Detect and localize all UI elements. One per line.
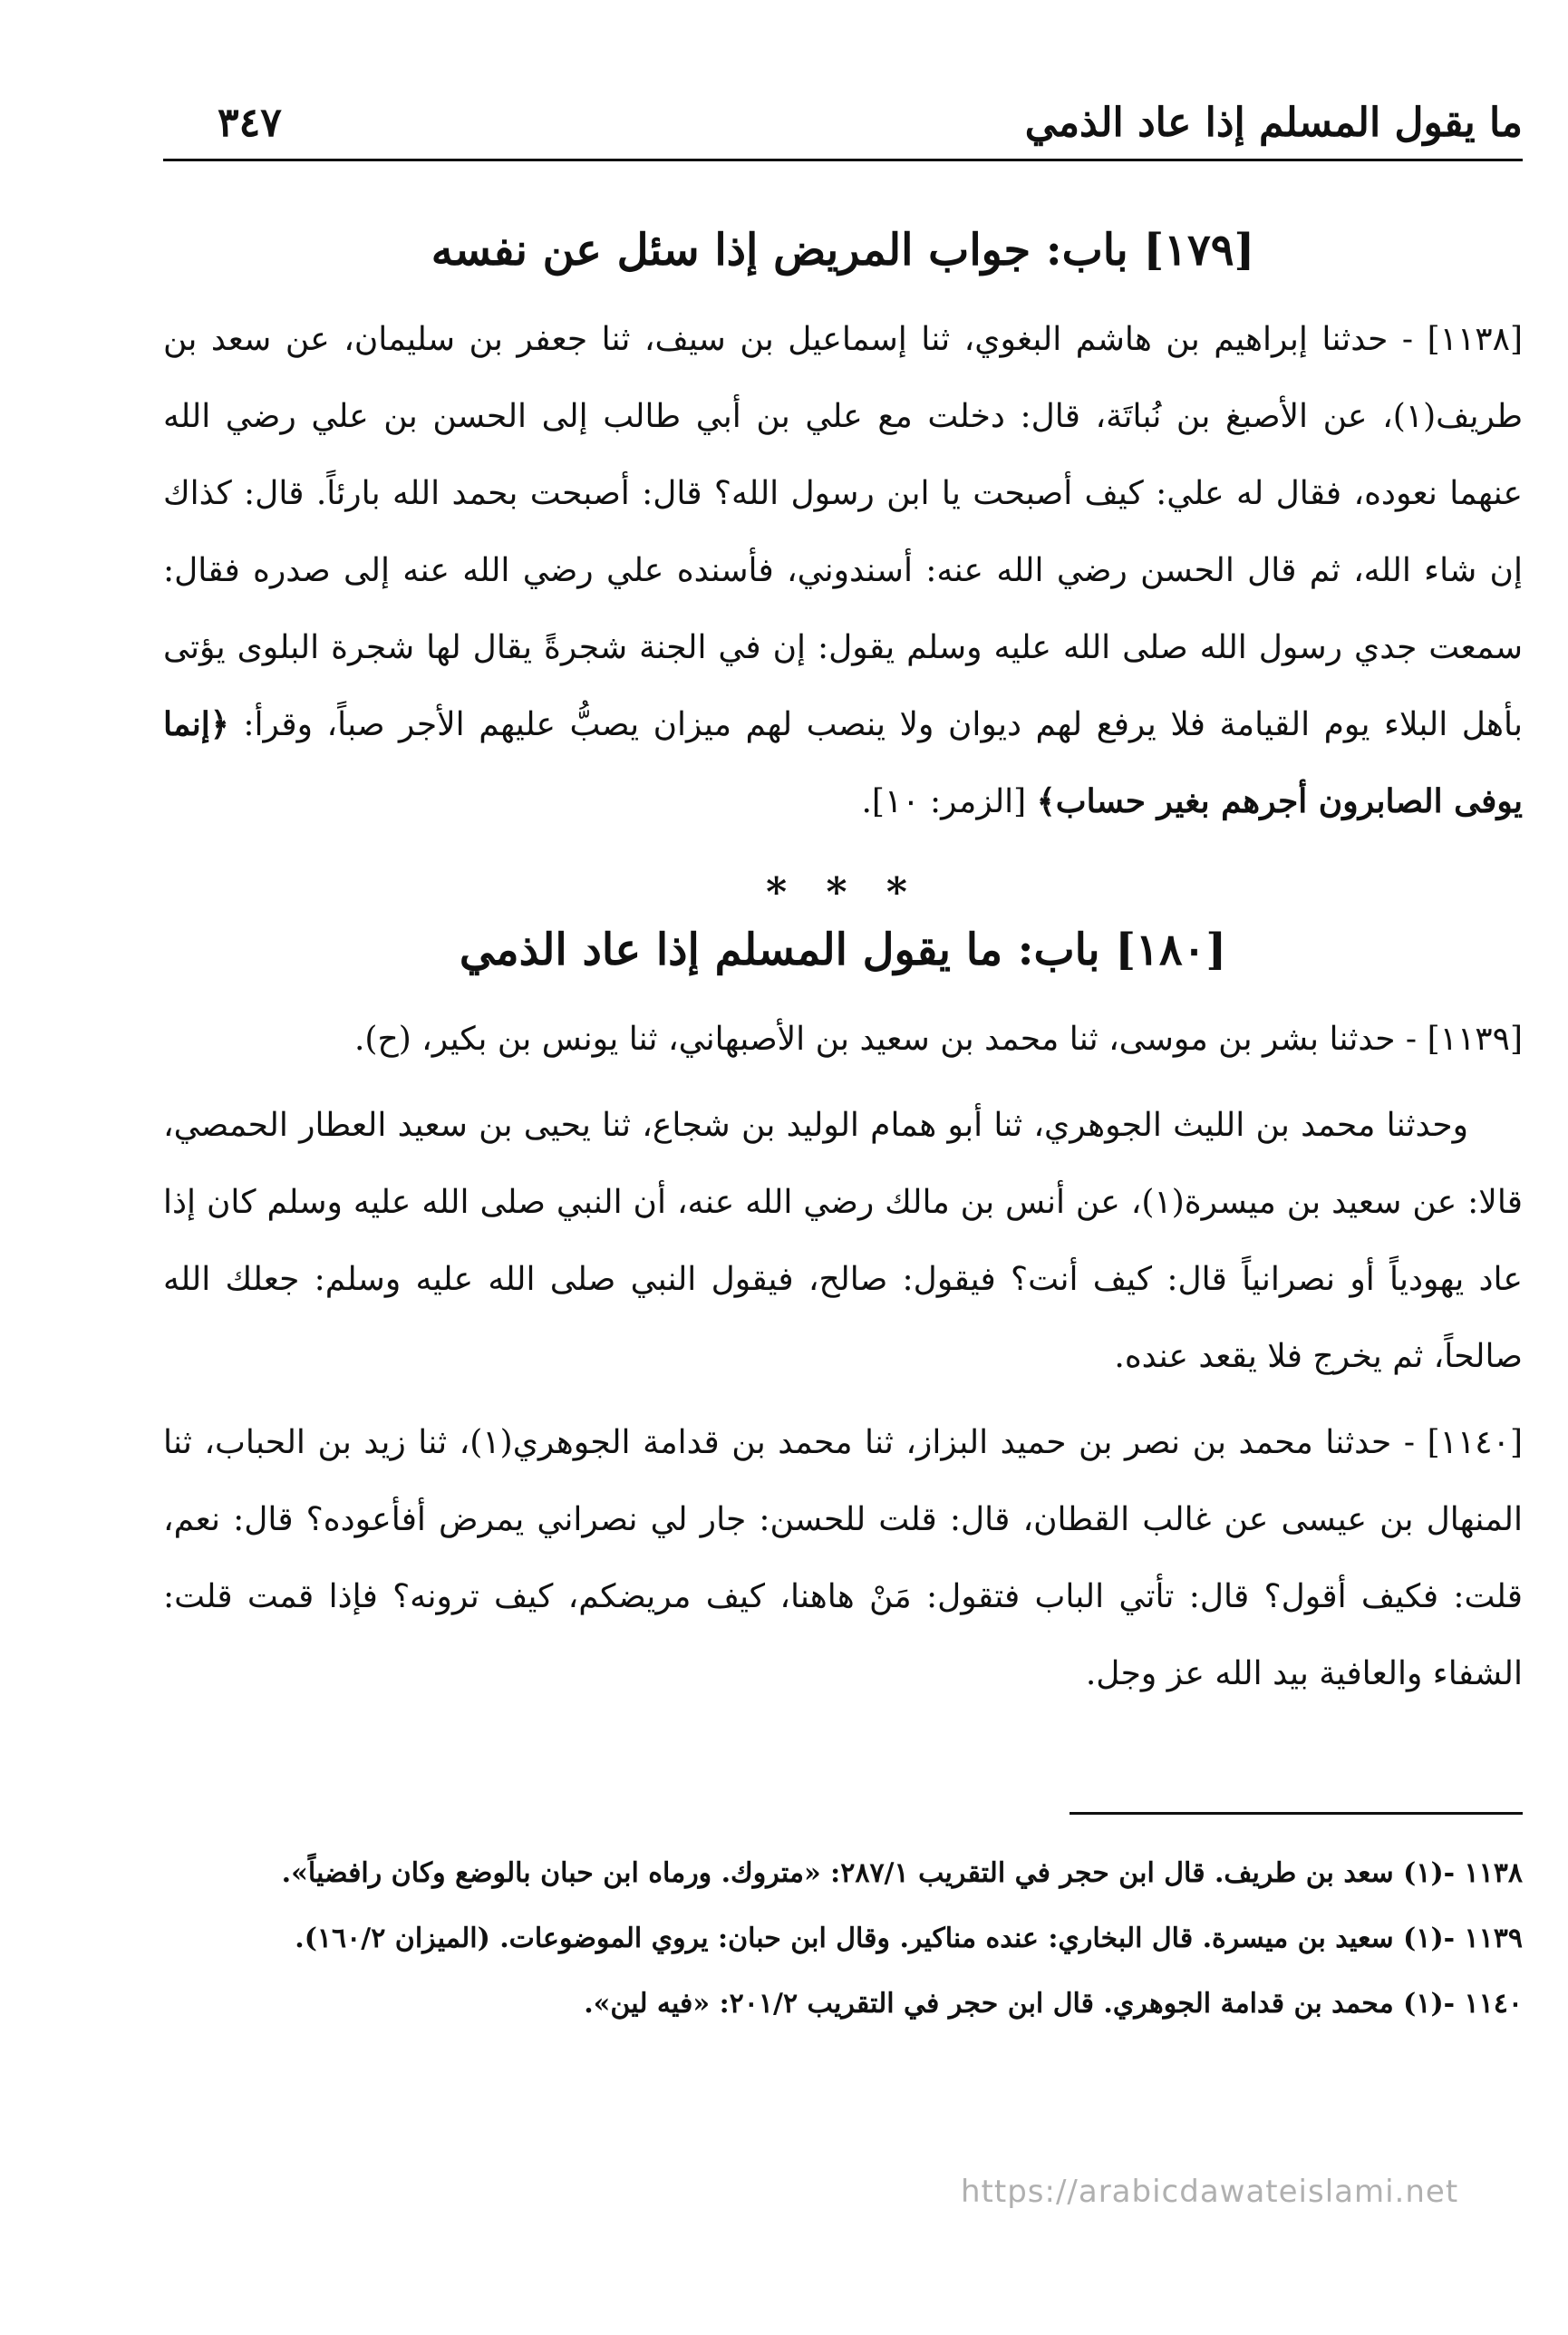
hadith-number: [١١٤٠] bbox=[1427, 1424, 1523, 1461]
watermark: https://arabicdawateislami.net bbox=[961, 2174, 1459, 2210]
hadith-text: - حدثنا إبراهيم بن هاشم البغوي، ثنا إسماعيل بن سيف، ثنا جعفر بن سليمان، عن سعد بن طريف(١)، عن الأصبغ بن نُباتَة، قال: دخلت مع علي بن أبي طالب إلى الحسن بن علي رضي الله عنهما نعوده، فقال له علي: كيف أصبحت يا ابن رسول الله؟ قال: أصبحت بحمد الله بارئاً. قال: كذاك إن شاء الله، ثم قال الحسن رضي الله عنه: أسندوني، فأسنده علي رضي الله عنه إلى صدره فقال: سمعت جدي رسول الله صلى الله عليه وسلم يقول: إن في الجنة شجرةً يقال لها شجرة البلوى يؤتى بأهل البلاء يوم القيامة فلا يرفع لهم ديوان ولا ينصب لهم ميزان يصبُّ عليهم الأجر صباً، وقرأ: bbox=[163, 321, 1524, 743]
hadith-number: [١١٣٨] bbox=[1427, 321, 1523, 358]
running-title: ما يقول المسلم إذا عاد الذمي bbox=[1024, 100, 1523, 146]
hadith-1139 bbox=[163, 1001, 1523, 1078]
quran-reference: [الزمر: ١٠]. bbox=[861, 783, 1027, 820]
book-page bbox=[163, 100, 1523, 2041]
hadith-1138 bbox=[163, 301, 1523, 840]
running-header bbox=[163, 100, 1523, 161]
page-number: ٣٤٧ bbox=[218, 100, 282, 146]
footnote: ١١٤٠ -(١) محمد بن قدامة الجوهري. قال ابن حجر في التقريب ٢٠١/٢: «فيه لين». bbox=[584, 1988, 1523, 2020]
footnote: ١١٣٨ -(١) سعد بن طريف. قال ابن حجر في التقريب ٢٨٧/١: «متروك. ورماه ابن حبان بالوضع وكان رافضياً». bbox=[281, 1857, 1523, 1889]
hadith-1140 bbox=[163, 1404, 1523, 1712]
chapter-heading-179: [١٧٩] باب: جواب المريض إذا سئل عن نفسه bbox=[431, 225, 1255, 276]
chapter-heading-180: [١٨٠] باب: ما يقول المسلم إذا عاد الذمي bbox=[459, 925, 1227, 975]
footnote: ١١٣٩ -(١) سعيد بن ميسرة. قال البخاري: عنده مناكير. وقال ابن حبان: يروي الموضوعات. (الميزان ١٦٠/٢). bbox=[295, 1923, 1523, 1954]
hadith-1139-continuation: وحدثنا محمد بن الليث الجوهري، ثنا أبو همام الوليد بن شجاع، ثنا يحيى بن سعيد العطار الحمصي، قالا: عن سعيد بن ميسرة(١)، عن أنس بن مالك رضي الله عنه، أن النبي صلى الله عليه وسلم كان إذا عاد يهودياً أو نصرانياً قال: كيف أنت؟ فيقول: صالح، فيقول النبي صلى الله عليه وسلم: جعلك الله صالحاً، ثم يخرج فلا يقعد عنده. bbox=[163, 1107, 1523, 1375]
footnote-rule bbox=[1070, 1812, 1523, 1815]
hadith-text: - حدثنا محمد بن نصر بن حميد البزاز، ثنا محمد بن قدامة الجوهري(١)، ثنا زيد بن الحباب، ثنا المنهال بن عيسى عن غالب القطان، قال: قلت للحسن: جار لي نصراني يمرض أفأعوده؟ قال: نعم، قلت: فكيف أقول؟ قال: تأتي الباب فتقول: مَنْ هاهنا، كيف مريضكم، كيف ترونه؟ فإذا قمت قلت: الشفاء والعافية بيد الله عز وجل. bbox=[163, 1424, 1523, 1692]
hadith-number: [١١٣٩] bbox=[1427, 1021, 1523, 1058]
section-separator: * * * bbox=[766, 869, 920, 916]
hadith-text: - حدثنا بشر بن موسى، ثنا محمد بن سعيد بن الأصبهاني، ثنا يونس بن بكير، (ح). bbox=[353, 1021, 1418, 1058]
quran-verse: ﴿إنما يوفى الصابرون أجرهم بغير حساب﴾ bbox=[163, 705, 1523, 820]
